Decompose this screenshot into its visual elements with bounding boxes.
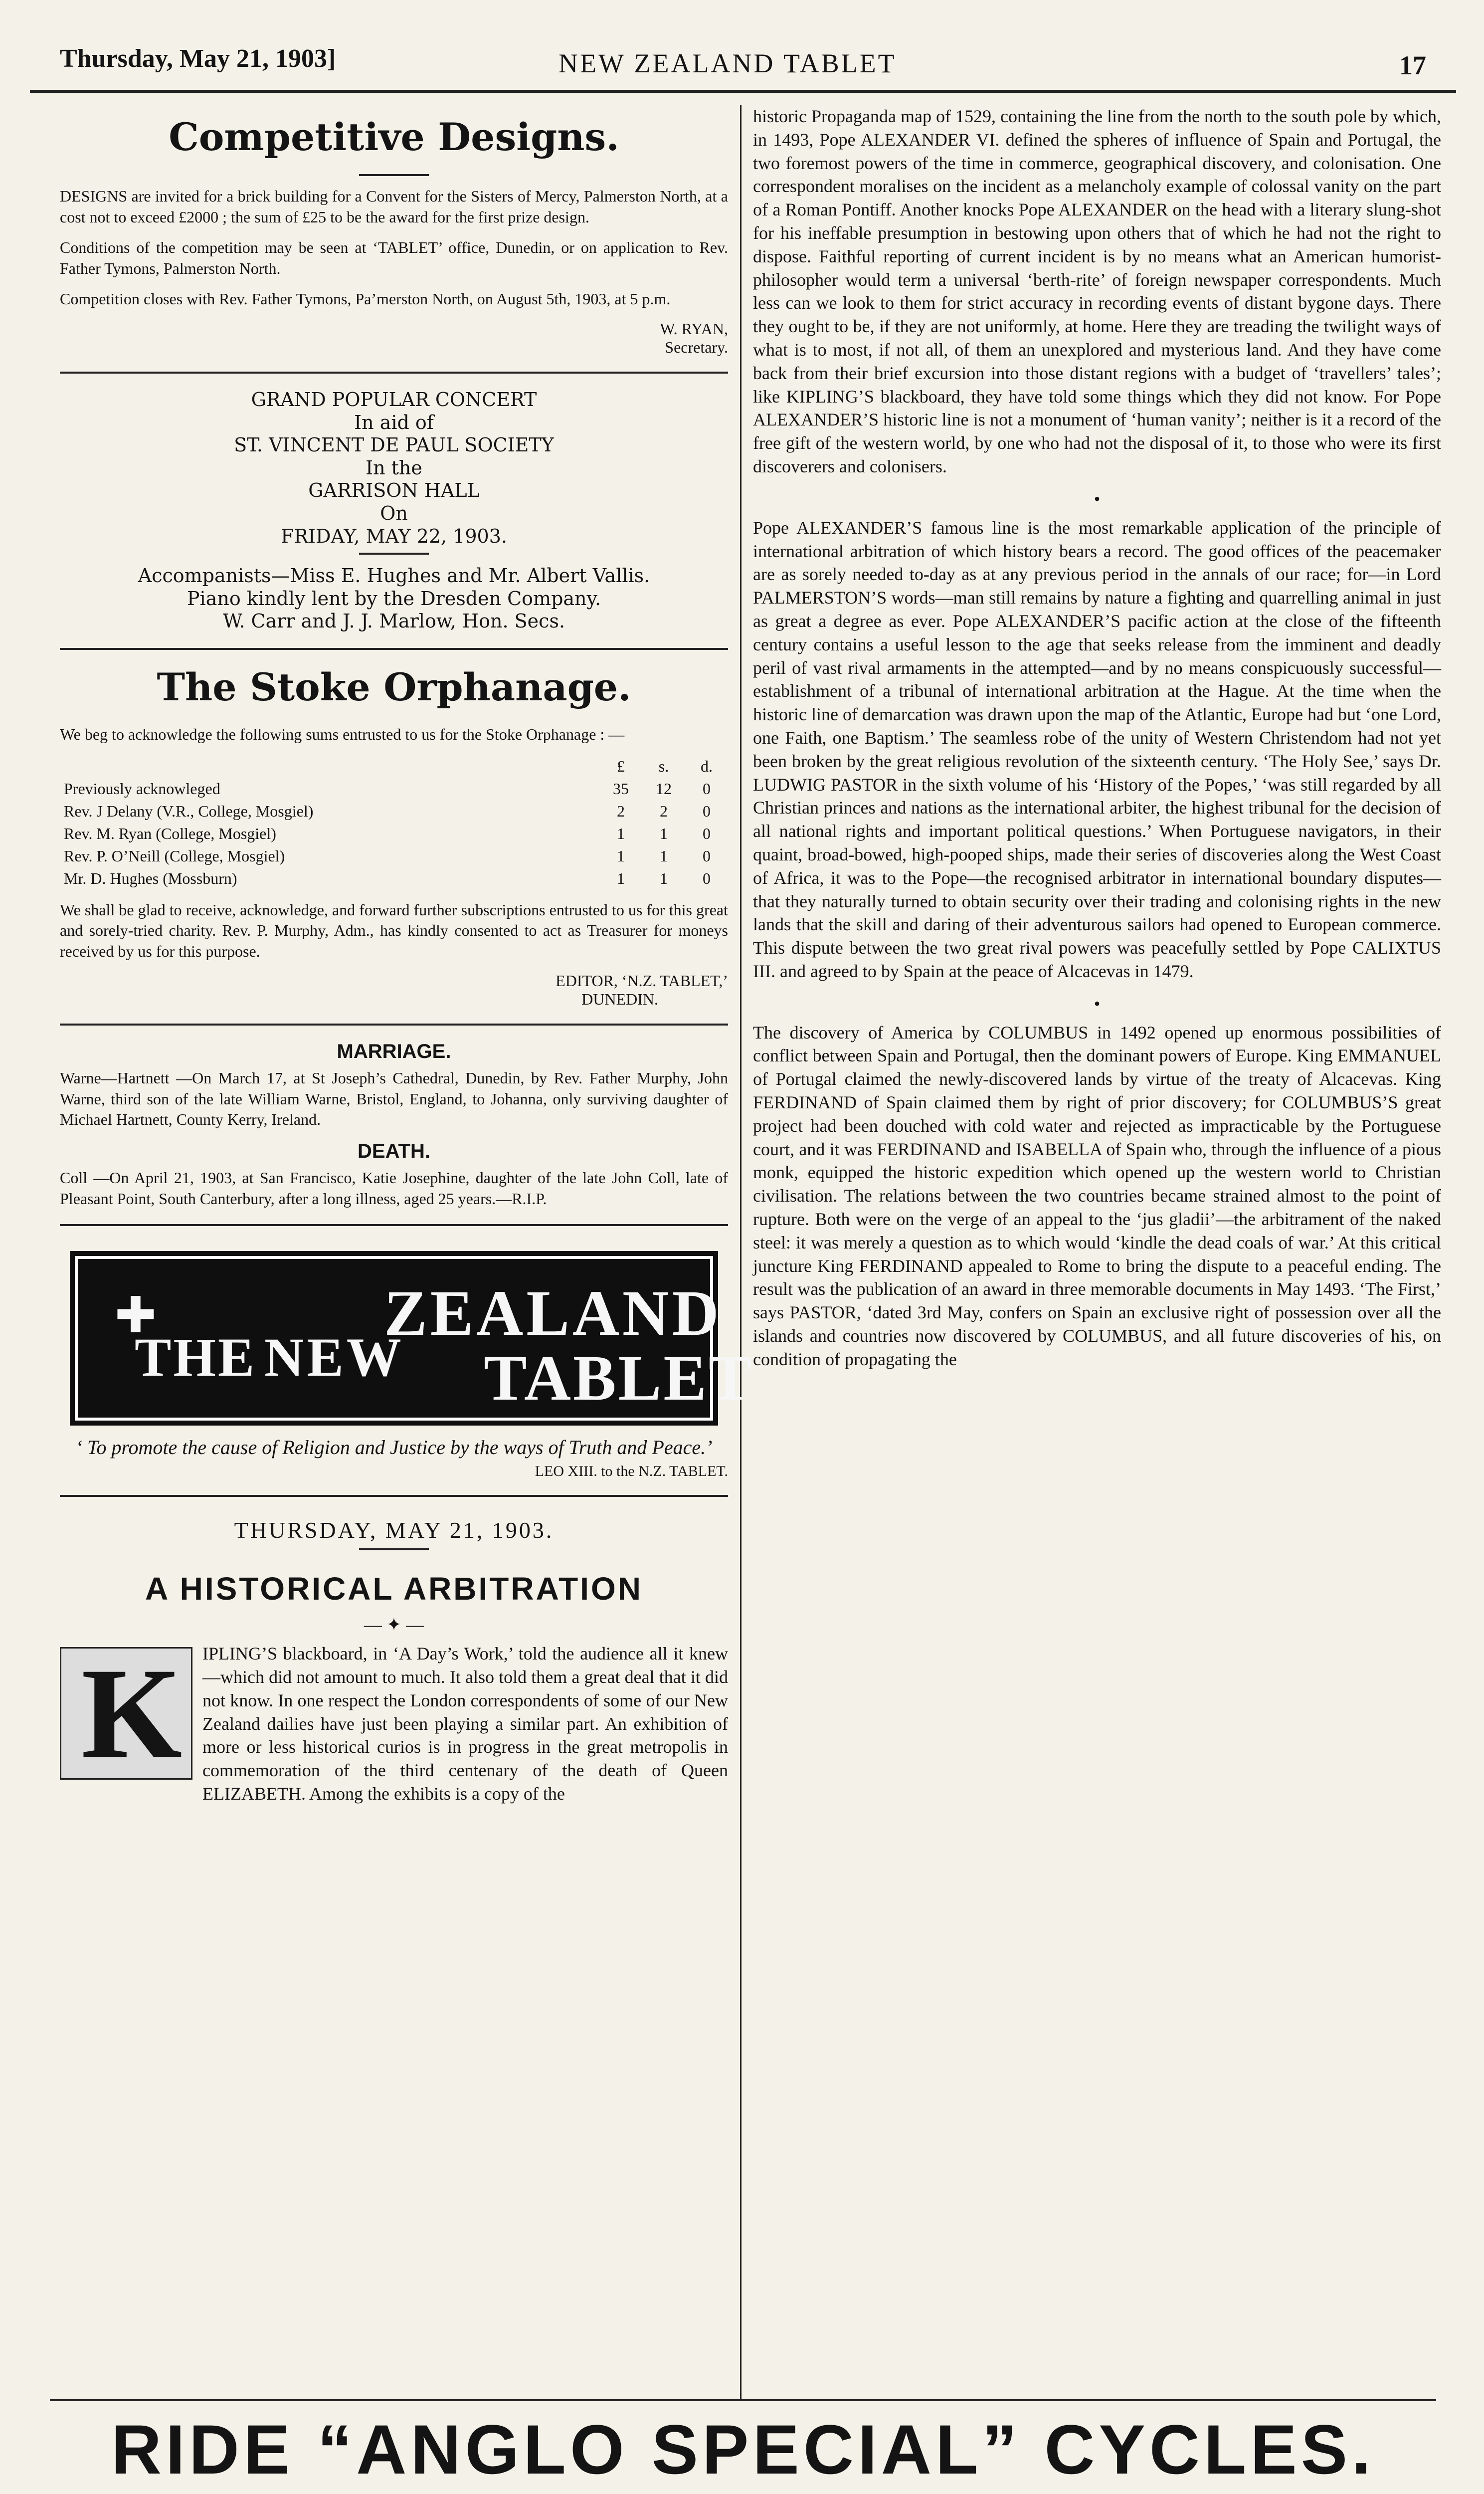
- motto-credit: LEO XIII. to the N.Z. TABLET.: [535, 1463, 728, 1480]
- marriage-text: Warne—Hartnett —On March 17, at St Joseph’s Cathedral, Dunedin, by Rev. Father Murphy, John Warne, third son of the late William Warne, Bristol, England, to Johanna, only surviving daughter of Michael Hartnett, County Kerry, Ireland.: [60, 1069, 728, 1129]
- concert-line: Accompanists—Miss E. Hughes and Mr. Albert Vallis.: [138, 565, 650, 587]
- concert-line: FRIDAY, MAY 22, 1903.: [281, 525, 507, 547]
- dropcap-letter: K: [81, 1642, 183, 1786]
- article-title: A HISTORICAL ARBITRATION: [145, 1571, 643, 1607]
- donor: Mr. D. Hughes (Mossburn): [64, 869, 237, 887]
- column-divider: [740, 105, 742, 2399]
- death-title: DEATH.: [358, 1140, 430, 1163]
- concert-line: In aid of: [354, 411, 434, 433]
- article-p1: IPLING’S blackboard, in ‘A Day’s Work,’ told the audience all it knew—which did not amount to much. It also told them a great deal that it did not know. In one respect the London correspondents of some of our New Zealand dailies have just been playing a similar part. An exhibition of more or less historical curios is in progress in the great metropolis in commemoration of the third centenary of the death of Queen ELIZABETH. Among the exhibits is a copy of the: [202, 1644, 728, 1804]
- section-rule: [60, 1495, 728, 1497]
- pounds: 1: [617, 869, 625, 887]
- donor: Previously acknowleged: [64, 779, 220, 798]
- masthead-the: THE: [135, 1327, 257, 1388]
- competitive-sig-title: Secretary.: [665, 338, 728, 356]
- masthead-tablet: TABLET: [484, 1342, 754, 1415]
- pence: 0: [703, 779, 711, 798]
- section-rule: [60, 1224, 728, 1226]
- competitive-p2: Conditions of the competition may be seen at ‘TABLET’ office, Dunedin, or on application to Rev. Father Tymons, Palmerston North.: [60, 238, 728, 277]
- pounds: 35: [613, 779, 629, 798]
- marriage-title: MARRIAGE.: [337, 1040, 451, 1063]
- right-column: [753, 105, 1441, 1381]
- table-row: [60, 823, 728, 845]
- pence: 0: [703, 869, 711, 887]
- page-number: 17: [1399, 50, 1426, 80]
- concert-line: In the: [366, 456, 422, 479]
- dropcap: [60, 1642, 192, 1786]
- left-column: [60, 105, 754, 1816]
- short-rule: [359, 553, 429, 555]
- right-p3: The discovery of America by COLUMBUS in 1492 opened up enormous possibilities of conflict between Spain and Portugal, then the dominant powers of Europe. King EMMANUEL of Portugal claimed the newly-discovered lands by virtue of the treaty of Alcacevas. King FERDINAND of Spain claimed them by right of prior discovery; for COLUMBUS’S great project had been douched with cold water and rejected as impracticable by the Portuguese court, and it was FERDINAND and ISABELLA of Spain who, through the influence of a pious monk, equipped the historic expedition which opened up the western world to Christian civilisation. The relations between the two countries became strained almost to the point of rupture. Both were on the verge of an appeal to the ‘jus gladii’—the arbitrament of the naked steel: it was merely a question as to which would ‘kindle the dead coals of war.’ At this critical juncture King FERDINAND appealed to Rome to bring the dispute to a peaceful ending. The result was the publication of an award in three memorable documents in May 1493. ‘The First,’ says PASTOR, ‘dated 3rd May, confers on Spain an exclusive right of possession over all the islands and countries now discovered by COLUMBUS, and all future discoveries of his, on condition of propagating the: [753, 1022, 1441, 1369]
- table-header: [60, 755, 728, 778]
- section-rule: [60, 372, 728, 374]
- concert-notice: [60, 389, 728, 633]
- competitive-designs: [60, 115, 728, 357]
- concert-line: On: [380, 502, 408, 524]
- masthead-logo: [70, 1251, 754, 1426]
- header-pence: d.: [701, 757, 713, 775]
- right-p1: historic Propaganda map of 1529, containing the line from the north to the south pole by which, in 1493, Pope ALEXANDER VI. defined the spheres of influence of Spain and Portugal, the two foremost powers of the time in commerce, geographical discovery, and colonisation. One correspondent moralises on the incident as a melancholy example of colossal vanity on the part of a Roman Pontiff. Another knocks Pope ALEXANDER on the head with a literary slung-shot for his ineffable presumption in bestowing upon others that of which he had not the right to dispose. Faithful reporting of current incident is by no means what an American humorist-philosopher would term a universal ‘berth-rite’ of foreign newspaper correspondents. Much less can we look to them for strict accuracy in recording events of distant bygone days. There they ought to be, if they are not uniformly, at home. Here they are treading the twilight ways of what is to most, if not all, of them an unexplored and mysterious land. And they have come back from their brief excursion into those distant regions with a budget of ‘travellers’ tales’; like KIPLING’S blackboard, they have told some things which they did not know. For Pope ALEXANDER’S historic line is not a monument of ‘human vanity’; neither is it a record of the free gift of the western world, by one who had not the disposal of it, to those who were its first discoverers and colonisers.: [753, 106, 1441, 476]
- stoke-p1: We beg to acknowledge the following sums entrusted to us for the Stoke Orphanage : —: [60, 725, 625, 743]
- table-row: [60, 867, 728, 890]
- marriage-notice: [60, 1040, 728, 1130]
- concert-line: ST. VINCENT DE PAUL SOCIETY: [234, 434, 554, 456]
- stoke-sig-place: DUNEDIN.: [581, 990, 658, 1009]
- shillings: 12: [656, 779, 672, 798]
- footer-rule: [50, 2399, 1436, 2401]
- pence: 0: [703, 846, 711, 865]
- stoke-title: The Stoke Orphanage.: [157, 664, 631, 709]
- shillings: 1: [660, 869, 668, 887]
- donor: Rev. J Delany (V.R., College, Mosgiel): [64, 802, 314, 820]
- footer-advert: RIDE “ANGLO SPECIAL” CYCLES.: [111, 2410, 1375, 2489]
- section-rule: [60, 648, 728, 650]
- newspaper-page: [30, 20, 1456, 2494]
- competitive-p3: Competition closes with Rev. Father Tymons, Pa’merston North, on August 5th, 1903, at 5 p.m.: [60, 290, 671, 308]
- masthead-zealand: ZEALAND: [384, 1277, 722, 1350]
- header-title: NEW ZEALAND TABLET: [558, 48, 897, 78]
- pence: 0: [703, 824, 711, 842]
- short-rule: [359, 174, 429, 176]
- death-text: Coll —On April 21, 1903, at San Francisco, Katie Josephine, daughter of the late John Coll, late of Pleasant Point, South Canterbury, after a long illness, aged 25 years.—R.I.P.: [60, 1169, 728, 1208]
- header-pound: £: [617, 757, 625, 775]
- concert-line: W. Carr and J. J. Marlow, Hon. Secs.: [222, 610, 565, 632]
- shillings: 2: [660, 802, 668, 820]
- donor: Rev. M. Ryan (College, Mosgiel): [64, 824, 276, 842]
- concert-line: GRAND POPULAR CONCERT: [251, 388, 537, 411]
- shillings: 1: [660, 846, 668, 865]
- concert-line: Piano kindly lent by the Dresden Company.: [186, 587, 601, 610]
- motto: ‘ To promote the cause of Religion and Justice by the ways of Truth and Peace.’: [75, 1436, 713, 1459]
- pounds: 1: [617, 846, 625, 865]
- short-rule: [359, 1548, 429, 1550]
- table-row: [60, 845, 728, 867]
- ornament: — ✦ —: [364, 1615, 424, 1635]
- stoke-p2: We shall be glad to receive, acknowledge, and forward further subscriptions entrusted to us for this great and sorely-tried charity. Rev. P. Murphy, Adm., has kindly consented to act as Treasurer for moneys received by us for this purpose.: [60, 900, 728, 960]
- cross-icon: ✚: [115, 1288, 157, 1344]
- table-row: [60, 778, 728, 800]
- masthead-new: NEW: [264, 1327, 404, 1388]
- table-row: [60, 800, 728, 823]
- stoke-sig-editor: EDITOR, ‘N.Z. TABLET,’: [556, 972, 728, 990]
- pounds: 1: [617, 824, 625, 842]
- subscription-table: [60, 755, 728, 890]
- competitive-title: Competitive Designs.: [169, 115, 619, 159]
- competitive-p1: DESIGNS are invited for a brick building for a Convent for the Sisters of Mercy, Palmerston North, at a cost not to exceed £2000 ; the sum of £25 to be the award for the first prize design.: [60, 187, 728, 226]
- section-rule: [60, 1024, 728, 1026]
- page-header: [30, 20, 1456, 90]
- article-body: [60, 1642, 728, 1806]
- pounds: 2: [617, 802, 625, 820]
- header-date: Thursday, May 21, 1903]: [60, 44, 336, 73]
- shillings: 1: [660, 824, 668, 842]
- header-rule: [30, 90, 1456, 93]
- stoke-orphanage: [60, 665, 728, 1009]
- bullet-icon: •: [1094, 488, 1101, 509]
- concert-line: GARRISON HALL: [308, 479, 480, 502]
- competitive-sig-name: W. RYAN,: [660, 319, 728, 338]
- donor: Rev. P. O’Neill (College, Mosgiel): [64, 846, 285, 865]
- header-shilling: s.: [658, 757, 669, 775]
- right-p2: Pope ALEXANDER’S famous line is the most remarkable application of the principle of international arbitration of which history bears a record. The good offices of the peacemaker are as sorely needed to-day as at any previous period in the annals of our race; for—in Lord PALMERSTON’S words—man still remains by nature a fighting and quarrelling animal in just as great a degree as ever. Pope ALEXANDER’S pacific action at the close of the fifteenth century contains a useful lesson to the age that seeks release from the imminent and deadly peril of vast rival armaments in the attempted—and by no means conspicuously successful—establishment of a tribunal of international arbitration at the Hague. At the time when the historic line of demarcation was drawn upon the map of the Atlantic, Europe had but ‘one Lord, one Faith, one Baptism.’ The seamless robe of the unity of Western Christendom had not yet been broken by the great religious revolution of the sixteenth century. ‘The Holy See,’ says Dr. LUDWIG PASTOR in the sixth volume of his ‘History of the Popes,’ ‘was still regarded by all Christian princes and nations as the international arbiter, the highest tribunal for the decision of all national rights and important political questions.’ When Portuguese navigators, in their quaint, broad-bowed, high-pooped ships, made their series of discoveries along the West Coast of Africa, it was to the Pope—the recognised arbitrator in international boundary disputes—that they naturally turned to obtain security over their trading and colonising rights in the new lands that the skill and daring of their adventurous sailors had opened to European commerce. This dispute between the two great rival powers was peacefully settled by Pope CALIXTUS III. and agreed to by Spain at the peace of Alcacevas in 1479.: [753, 517, 1441, 981]
- dateline: THURSDAY, MAY 21, 1903.: [234, 1517, 554, 1543]
- pence: 0: [703, 802, 711, 820]
- death-notice: [60, 1140, 728, 1209]
- bullet-icon: •: [1094, 993, 1101, 1014]
